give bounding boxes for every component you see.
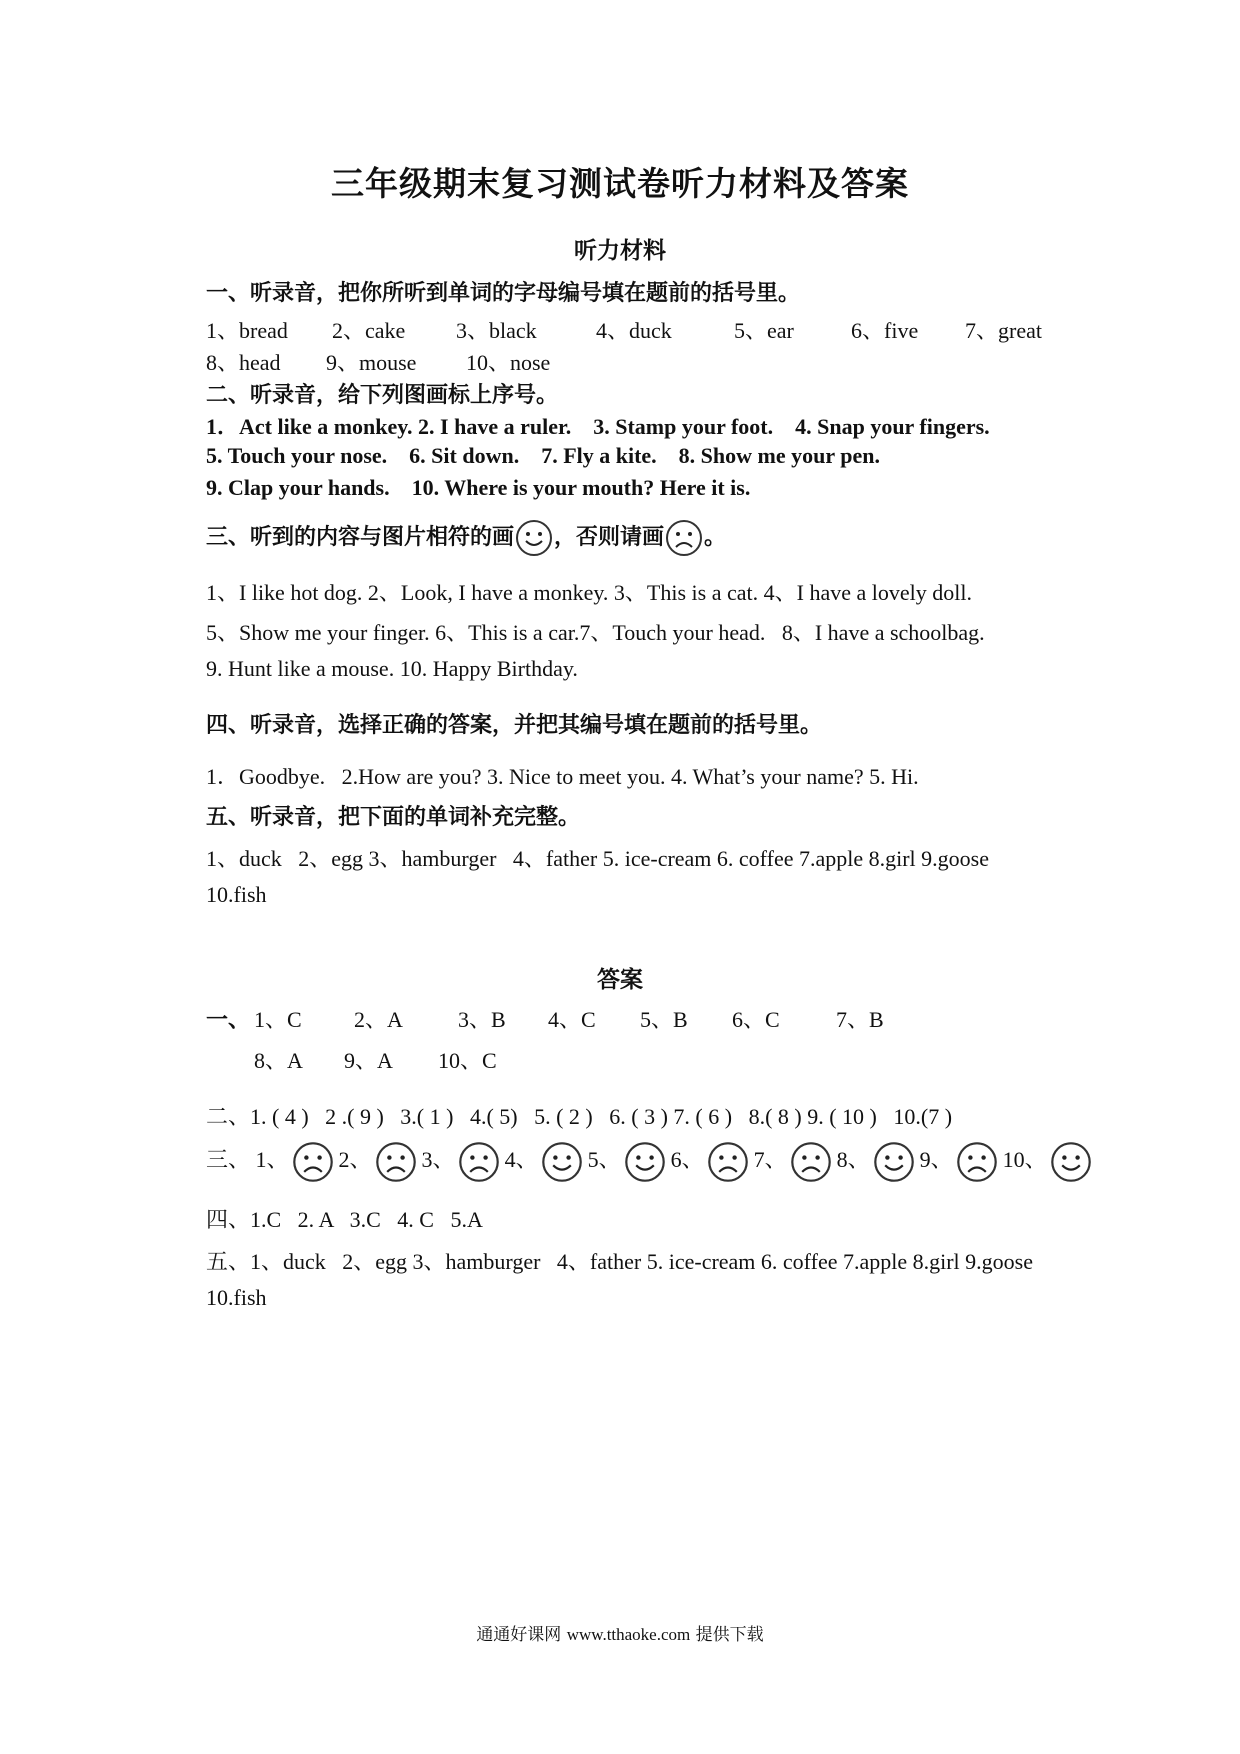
answer3-item xyxy=(422,1140,501,1184)
section5-heading: 五、听录音，把下面的单词补充完整。 xyxy=(206,805,581,830)
section3-heading-part2: ，否则请画 xyxy=(554,525,665,550)
sad-face-icon xyxy=(291,1140,335,1184)
answer3-item-label: 10、 xyxy=(1002,1147,1047,1173)
list-item: 2、cake xyxy=(332,318,406,343)
list-item: 5、B xyxy=(640,1007,688,1032)
list-item: 8、head xyxy=(206,350,281,375)
sad-face-icon xyxy=(955,1140,999,1184)
section2-line1: 1．Act like a monkey. 2. I have a ruler. 3. Stamp your foot. 4. Snap your fingers. xyxy=(206,414,990,439)
smiley-face-icon xyxy=(1049,1140,1093,1184)
answer-heading: 答案 xyxy=(597,966,643,993)
list-item: 1、bread xyxy=(206,318,288,343)
section4-line1: 1．Goodbye. 2.How are you? 3. Nice to meet you. 4. What’s your name? 5. Hi. xyxy=(206,764,919,789)
list-item: 3、B xyxy=(458,1007,506,1032)
answer3-item-label: 9、 xyxy=(919,1147,953,1173)
section5-line1: 1、duck 2、egg 3、hamburger 4、father 5. ice-cream 6. coffee 7.apple 8.girl 9.goose xyxy=(206,846,989,871)
material-heading: 听力材料 xyxy=(574,237,666,264)
smiley-face-icon xyxy=(623,1140,667,1184)
answer1-prefix: 一、 xyxy=(206,1008,251,1033)
footer-site-name: 通通好课网 xyxy=(476,1625,562,1645)
answer3-item xyxy=(256,1140,335,1184)
list-item: 9、mouse xyxy=(326,350,417,375)
answer4-line: 四、1.C 2. A 3.C 4. C 5.A xyxy=(206,1207,483,1232)
section2-line2: 5. Touch your nose. 6. Sit down. 7. Fly a kite. 8. Show me your pen. xyxy=(206,443,880,468)
section3-line1: 1、I like hot dog. 2、Look, I have a monkey. 3、This is a cat. 4、I have a lovely doll. xyxy=(206,580,972,605)
answer1-row1 xyxy=(206,1003,884,1034)
list-item: 3、black xyxy=(456,318,537,343)
section3-line3: 9. Hunt like a mouse. 10. Happy Birthday. xyxy=(206,656,578,681)
section1-heading: 一、听录音，把你所听到单词的字母编号填在题前的括号里。 xyxy=(206,281,801,306)
answer5-line2: 10.fish xyxy=(206,1285,267,1310)
answer3-item xyxy=(837,1140,916,1184)
section3-heading-part1: 三、听到的内容与图片相符的画 xyxy=(206,525,515,550)
footer-url[interactable]: www.tthaoke.com xyxy=(566,1625,691,1644)
sad-face-icon xyxy=(789,1140,833,1184)
footer-suffix: 提供下载 xyxy=(695,1625,764,1645)
answer3-item-label: 5、 xyxy=(587,1147,621,1173)
list-item: 7、B xyxy=(836,1007,884,1032)
sad-face-icon xyxy=(706,1140,750,1184)
list-item: 10、nose xyxy=(466,350,551,375)
list-item: 2、A xyxy=(354,1007,403,1032)
answer3-line xyxy=(206,1140,1097,1188)
list-item: 10、C xyxy=(438,1048,497,1073)
answer3-item xyxy=(339,1140,418,1184)
answer3-item-label: 3、 xyxy=(421,1147,455,1173)
answer3-item-label: 6、 xyxy=(670,1147,704,1173)
sad-face-icon xyxy=(374,1140,418,1184)
section1-row2 xyxy=(206,346,550,377)
answer2-line: 二、1. ( 4 ) 2 .( 9 ) 3.( 1 ) 4.( 5) 5. ( 2 ) 6. ( 3 ) 7. ( 6 ) 8.( 8 ) 9. ( 10 ) 10.(7 ) xyxy=(206,1104,953,1129)
list-item: 5、ear xyxy=(734,318,794,343)
smiley-face-icon xyxy=(540,1140,584,1184)
section3-line2: 5、Show me your finger. 6、This is a car.7、Touch your head. 8、I have a schoolbag. xyxy=(206,620,985,645)
list-item: 6、C xyxy=(732,1007,780,1032)
answer3-item xyxy=(588,1140,667,1184)
list-item: 6、five xyxy=(851,318,919,343)
section3-heading-part3: 。 xyxy=(704,525,727,550)
section2-heading: 二、听录音，给下列图画标上序号。 xyxy=(206,383,559,408)
answer3-item xyxy=(671,1140,750,1184)
section5-line2: 10.fish xyxy=(206,882,267,907)
list-item: 7、great xyxy=(965,318,1042,343)
list-item: 9、A xyxy=(344,1048,393,1073)
answer3-item xyxy=(505,1140,584,1184)
answer3-item-label: 4、 xyxy=(504,1147,538,1173)
section4-heading: 四、听录音，选择正确的答案，并把其编号填在题前的括号里。 xyxy=(206,713,823,738)
answer3-item xyxy=(1003,1140,1093,1184)
smiley-face-icon xyxy=(872,1140,916,1184)
page-title: 三年级期末复习测试卷听力材料及答案 xyxy=(331,164,909,203)
answer3-item xyxy=(754,1140,833,1184)
section1-row1 xyxy=(206,314,1042,345)
answer3-prefix: 三、 xyxy=(206,1147,251,1173)
answer3-item-label: 1、 xyxy=(255,1147,289,1173)
answer3-item-label: 2、 xyxy=(338,1147,372,1173)
list-item: 8、A xyxy=(254,1048,303,1073)
answer3-item-label: 7、 xyxy=(753,1147,787,1173)
list-item: 1、C xyxy=(254,1007,302,1032)
answer1-row2 xyxy=(254,1044,497,1075)
list-item: 4、duck xyxy=(596,318,672,343)
answer3-item xyxy=(920,1140,999,1184)
list-item: 4、C xyxy=(548,1007,596,1032)
section3-heading xyxy=(206,518,726,558)
smiley-face-icon xyxy=(514,518,554,558)
sad-face-icon xyxy=(664,518,704,558)
page-footer xyxy=(0,1620,1240,1645)
sad-face-icon xyxy=(457,1140,501,1184)
answer3-item-label: 8、 xyxy=(836,1147,870,1173)
answer5-line1: 五、1、duck 2、egg 3、hamburger 4、father 5. ice-cream 6. coffee 7.apple 8.girl 9.goose xyxy=(206,1249,1033,1274)
section2-line3: 9. Clap your hands. 10. Where is your mouth? Here it is. xyxy=(206,475,751,500)
